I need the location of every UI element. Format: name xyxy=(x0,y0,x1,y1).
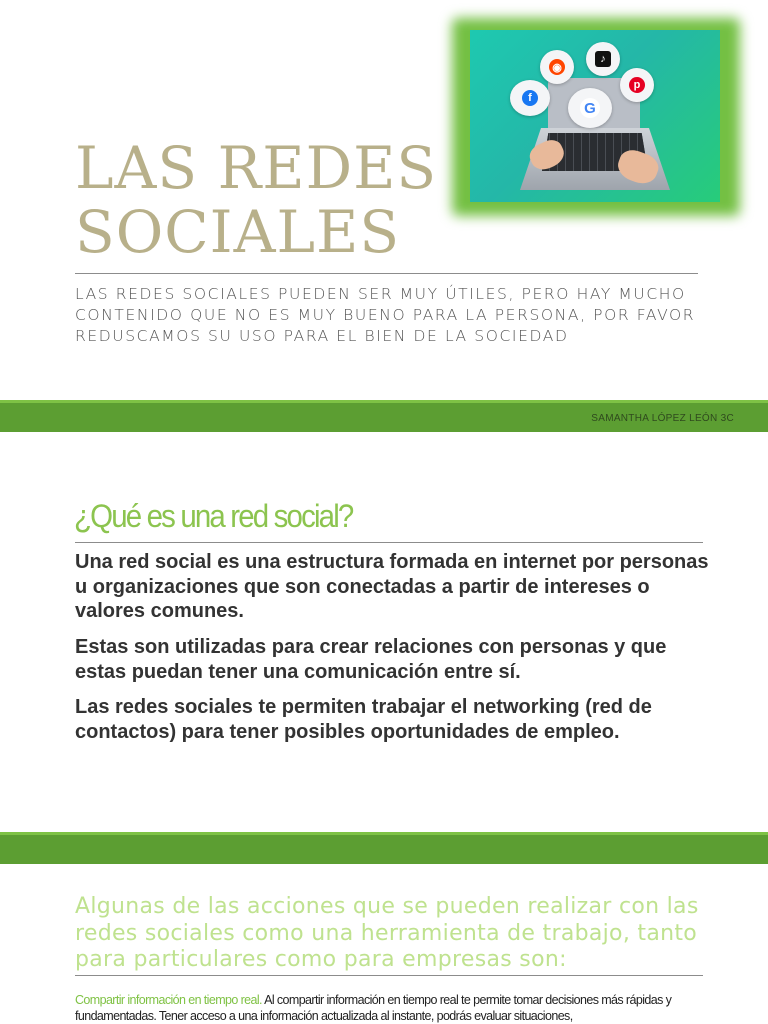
paragraph-3: Las redes sociales te permiten trabajar el networking (red de contactos) para tener posibles oportunidades de empleo. xyxy=(75,696,652,743)
reddit-icon: ◉ xyxy=(540,50,574,84)
title-divider xyxy=(75,273,698,274)
paragraph-2: Estas son utilizadas para crear relaciones con personas y que estas puedan tener una comunicación entre sí. xyxy=(75,636,667,683)
title-line-2: SOCIALES xyxy=(75,198,401,266)
paragraph-1: Una red social es una estructura formada en internet por personas u organizaciones que son conectadas a partir de intereses o valores comunes. xyxy=(75,551,709,622)
heading-divider xyxy=(75,542,703,543)
title-slide xyxy=(0,0,768,400)
lead-divider xyxy=(75,975,703,976)
google-icon: G xyxy=(568,88,612,128)
list-item xyxy=(75,992,695,1024)
list-item-text: Al compartir información en tiempo real te permite tomar decisiones más rápidas y fundamentadas. Tener acceso a una información actualizada al instante, podrás evaluar situaciones, xyxy=(75,993,672,1023)
subtitle: LAS REDES SOCIALES PUEDEN SER MUY ÚTILES, PERO HAY MUCHO CONTENIDO QUE NO ES MUY BUENO PARA LA PERSONA, POR FAVOR REDUSCAMOS SU USO PARA EL BIEN DE LA SOCIEDAD xyxy=(75,285,696,345)
title-line-1: LAS REDES xyxy=(75,134,438,202)
page-title xyxy=(75,136,437,264)
list-item-highlight: Compartir información en tiempo real. xyxy=(75,993,262,1007)
facebook-icon: f xyxy=(510,80,550,116)
definition-slide xyxy=(0,432,768,832)
lead-text: Algunas de las acciones que se pueden realizar con las redes sociales como una herramienta de trabajo, tanto para particulares como para empresas son: xyxy=(75,894,699,972)
hero-image xyxy=(470,30,720,202)
pinterest-icon: p xyxy=(620,68,654,102)
actions-slide xyxy=(0,832,768,1024)
footer-band xyxy=(0,400,768,432)
section-heading: ¿Qué es una red social? xyxy=(74,498,353,534)
author-label: SAMANTHA LÓPEZ LEÓN 3C xyxy=(591,413,734,424)
tiktok-icon: ♪ xyxy=(586,42,620,76)
footer-band-accent xyxy=(0,400,768,403)
